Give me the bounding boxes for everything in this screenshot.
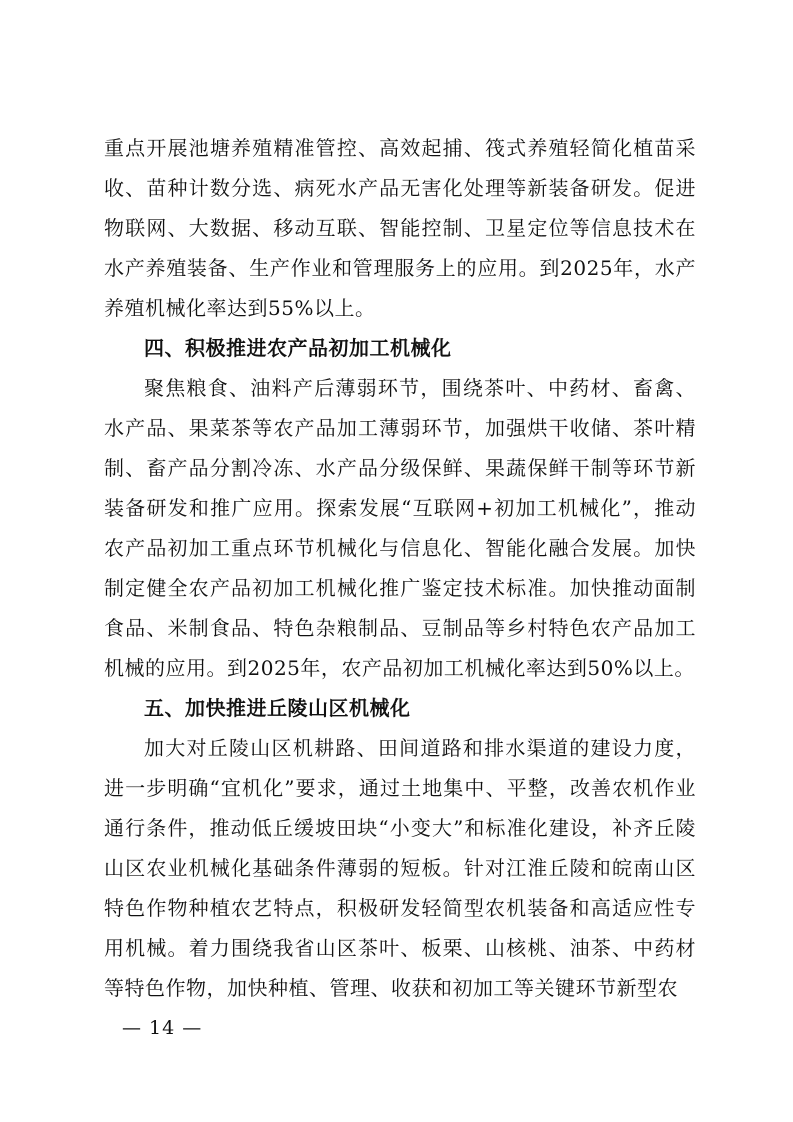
document-body (104, 128, 696, 1008)
section-heading-5: 五、加快推进丘陵山区机械化 (144, 696, 411, 720)
paragraph-processing: 聚焦粮食、油料产后薄弱环节，围绕茶叶、中药材、畜禽、水产品、果菜茶等农产品加工薄弱环节，加强烘干收储、茶叶精制、畜产品分割冷冻、水产品分级保鲜、果蔬保鲜干制等环节新装备研发和推广应用。探索发展“互联网+初加工机械化”，推动农产品初加工重点环节机械化与信息化、智能化融合发展。加快制定健全农产品初加工机械化推广鉴定技术标准。加快推动面制食品、米制食品、特色杂粮制品、豆制品等乡村特色农产品加工机械的应用。到2025年，农产品初加工机械化率达到50%以上。 (104, 376, 696, 680)
section-heading-4: 四、积极推进农产品初加工机械化 (144, 336, 452, 360)
paragraph-hilly-areas: 加大对丘陵山区机耕路、田间道路和排水渠道的建设力度，进一步明确“宜机化”要求，通过土地集中、平整，改善农机作业通行条件，推动低丘缓坡田块“小变大”和标准化建设，补齐丘陵山区农业机械化基础条件薄弱的短板。针对江淮丘陵和皖南山区特色作物种植农艺特点，积极研发轻简型农机装备和高适应性专用机械。着力围绕我省山区茶叶、板栗、山核桃、油茶、中药材等特色作物，加快种植、管理、收获和初加工等关键环节新型农 (104, 736, 696, 1000)
paragraph-aquaculture: 重点开展池塘养殖精准管控、高效起捕、筏式养殖轻简化植苗采收、苗种计数分选、病死水产品无害化处理等新装备研发。促进物联网、大数据、移动互联、智能控制、卫星定位等信息技术在水产养殖装备、生产作业和管理服务上的应用。到2025年，水产养殖机械化率达到55%以上。 (104, 136, 696, 320)
page-number: — 14 — (122, 1017, 203, 1039)
